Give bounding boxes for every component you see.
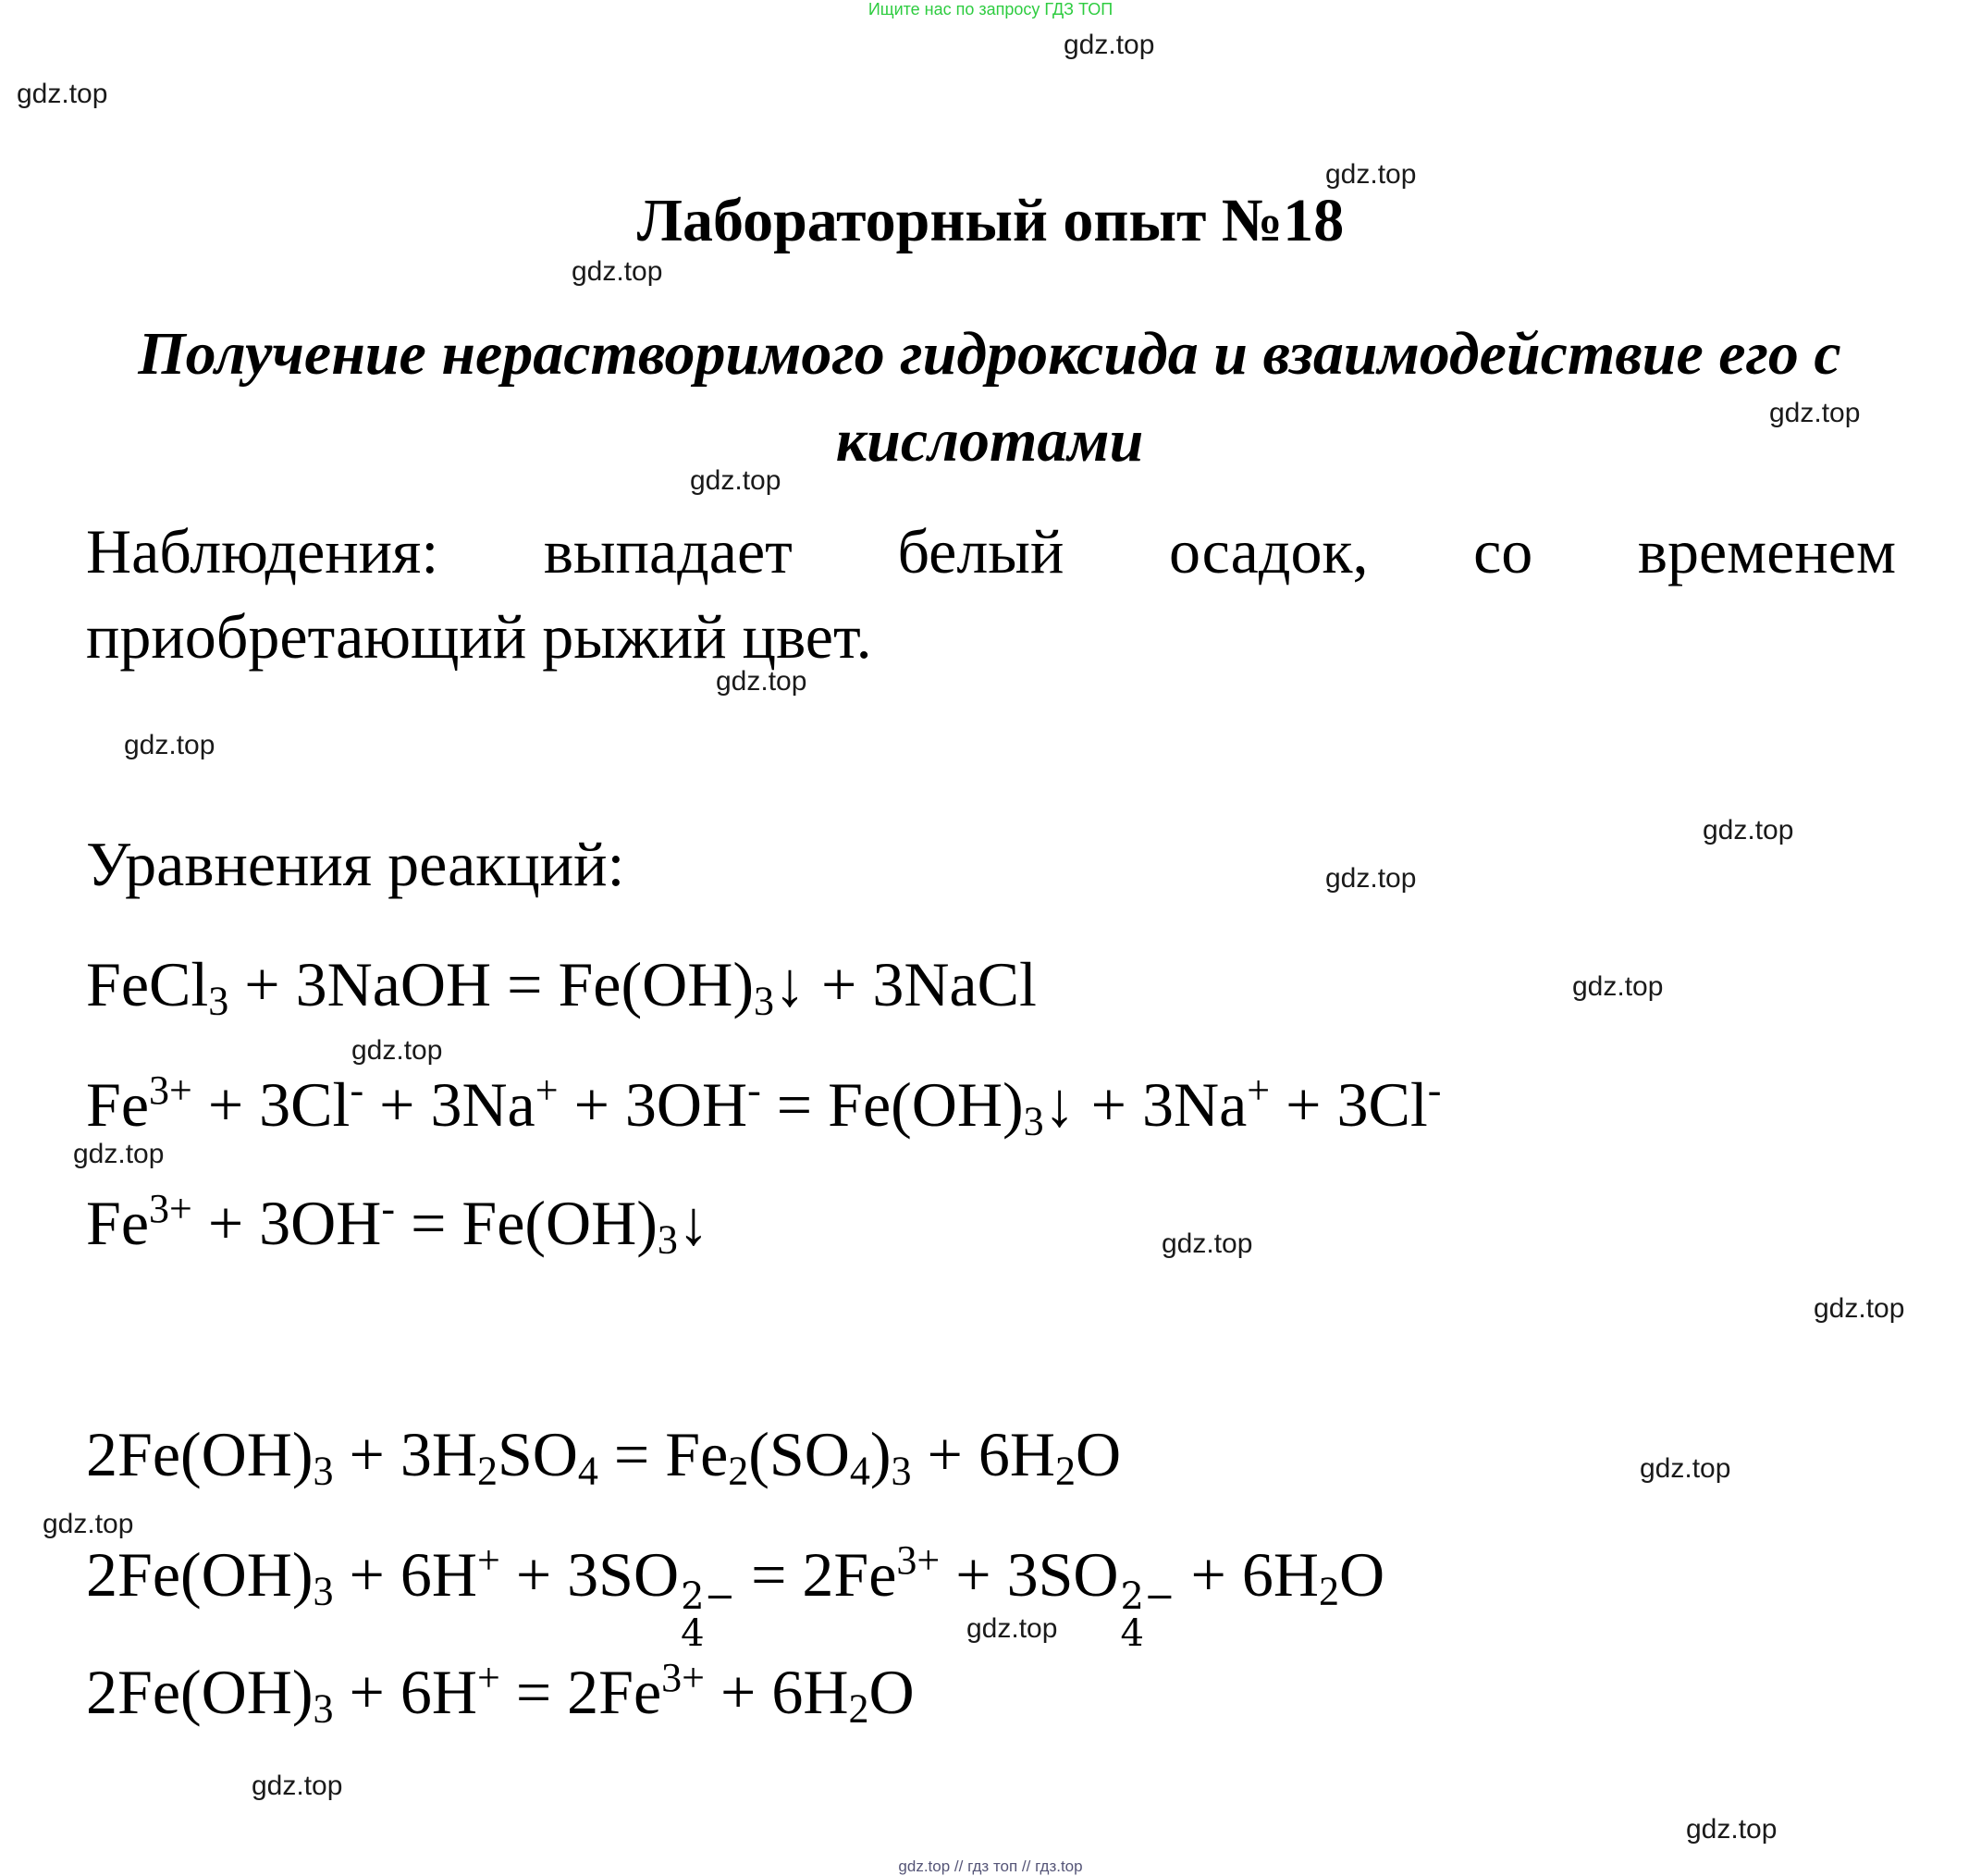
watermark: gdz.top	[1064, 30, 1155, 60]
watermark: gdz.top	[1325, 863, 1417, 894]
search-hint: Ищите нас по запросу ГДЗ ТОП	[867, 0, 1114, 19]
watermark: gdz.top	[1703, 815, 1794, 845]
equation-3: $Fe^{3+} + 3OH^-$ = $Fe(OH)_3↓$	[86, 1185, 709, 1263]
equation-2: $Fe^{3+} + 3Cl^- + 3Na^+ + 3OH^-$ = $Fe(OH)_3↓ + 3Na^+ + 3Cl^-$	[86, 1067, 1442, 1144]
page-title: Лабораторный опыт №18	[636, 187, 1345, 254]
equation-6: $2Fe(OH)_3 + 6H^+ = 2Fe^{3+} + 6H_2O$	[86, 1654, 915, 1732]
watermark: gdz.top	[252, 1771, 343, 1801]
watermark: gdz.top	[1640, 1453, 1731, 1484]
watermark: gdz.top	[43, 1509, 134, 1539]
page-subtitle: Получение нерастворимого гидроксида и взаимодействие его с кислотами	[138, 320, 1841, 475]
watermark: gdz.top	[17, 79, 108, 109]
watermark: gdz.top	[966, 1613, 1058, 1644]
equation-5: $2Fe(OH)_3 + 6H^+ + 3SO$ 2− 4 = $2Fe^{3+} + 3SO$ 2− 4 + $6H_2O$	[86, 1537, 1385, 1655]
watermark: gdz.top	[716, 666, 807, 697]
watermark: gdz.top	[73, 1139, 165, 1169]
watermark: gdz.top	[124, 730, 215, 760]
equation-1: FeCl$_3$ + 3NaOH = $Fe(OH)_3↓$ + 3NaCl	[86, 949, 1037, 1024]
equations-heading: Уравнения реакций:	[86, 829, 625, 899]
equation-4: $2Fe(OH)_3 + 3H_2SO_4 = Fe_2(SO_4)_3 + 6H_2O$	[86, 1419, 1122, 1494]
watermark: gdz.top	[351, 1035, 443, 1066]
watermark: gdz.top	[572, 256, 663, 287]
watermark: gdz.top	[1814, 1293, 1905, 1324]
watermark: gdz.top	[1769, 398, 1861, 428]
observations-text: Наблюдения: выпадает белый осадок, со временем приобретающий рыжий цвет.	[86, 516, 1896, 672]
watermark: gdz.top	[1325, 159, 1417, 190]
watermark: gdz.top	[1572, 971, 1664, 1002]
watermark: gdz.top	[1686, 1814, 1778, 1845]
footer-watermark: gdz.top // гдз топ // гдз.top	[898, 1857, 1083, 1875]
watermark: gdz.top	[1162, 1228, 1253, 1259]
watermark: gdz.top	[690, 465, 781, 496]
